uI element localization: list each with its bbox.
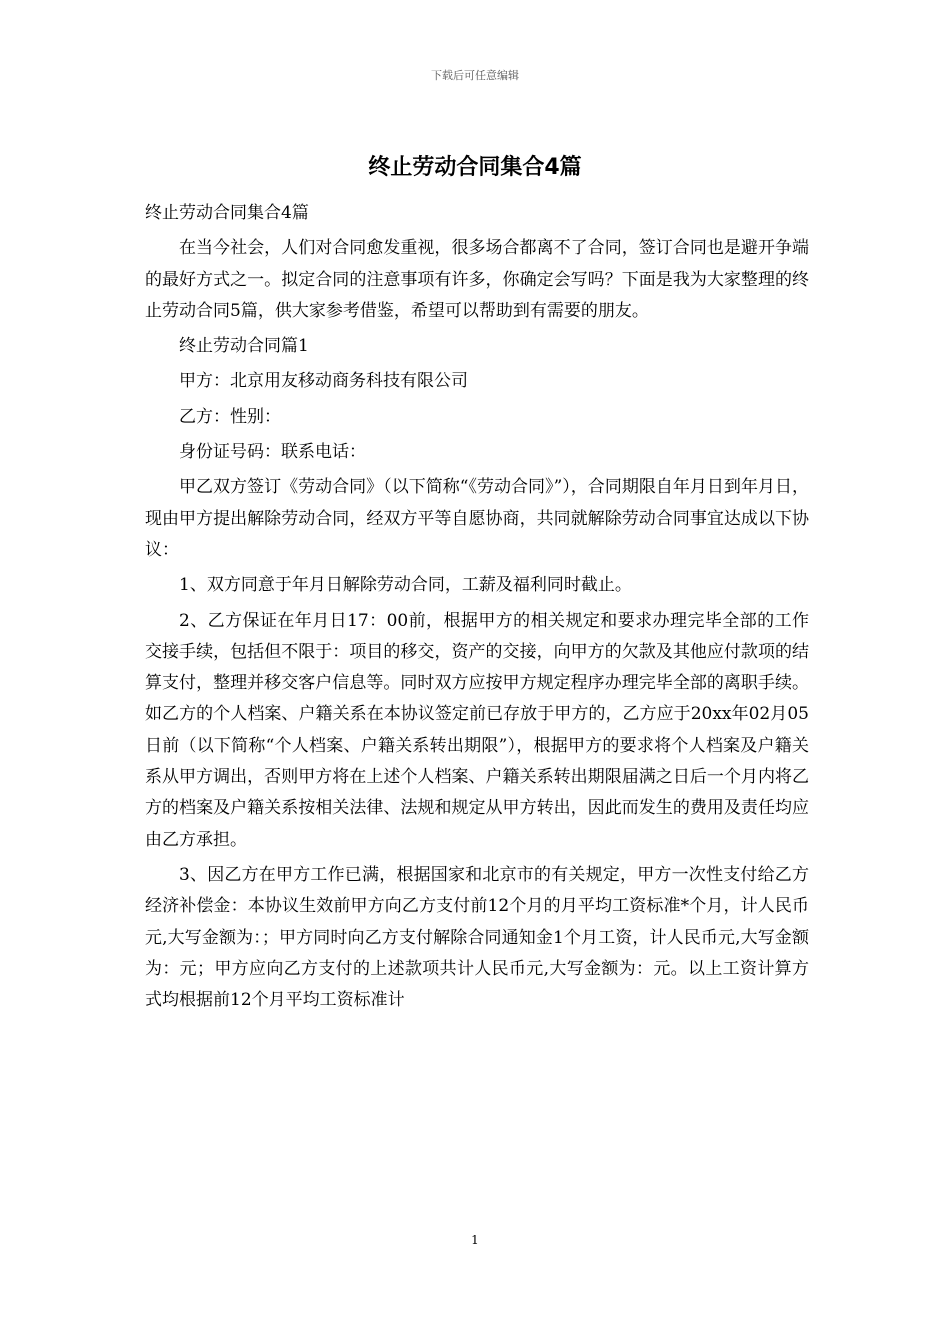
party-a-line: 甲方：北京用友移动商务科技有限公司	[179, 371, 468, 392]
header-note: 下载后可任意编辑	[431, 69, 519, 82]
section-heading: 终止劳动合同篇1	[179, 336, 309, 357]
clause-2: 2、乙方保证在年月日17：00前，根据甲方的相关规定和要求办理完毕全部的工作交接手续，包括但不限于：项目的移交，资产的交接，向甲方的欠款及其他应付款项的结算支付，整理并移交客户信息等。同时双方应按甲方规定程序办理完毕全部的离职手续。如乙方的个人档案、户籍关系在本协议签定前已存放于甲方的，乙方应于20xx年02月05日前（以下简称“个人档案、户籍关系转出期限”），根据甲方的要求将个人档案及户籍关系从甲方调出，否则甲方将在上述个人档案、户籍关系转出期限届满之日后一个月内将乙方的档案及户籍关系按相关法律、法规和规定从甲方转出，因此而发生的费用及责任均应由乙方承担。	[145, 610, 809, 850]
subtitle-line: 终止劳动合同集合4篇	[145, 203, 309, 223]
page-number: 1	[471, 1233, 479, 1247]
document-title: 终止劳动合同集合4篇	[368, 155, 582, 180]
id-phone-line: 身份证号码：联系电话：	[179, 442, 366, 463]
clause-1: 1、双方同意于年月日解除劳动合同，工薪及福利同时截止。	[179, 575, 632, 596]
party-b-line: 乙方：性别：	[179, 406, 281, 427]
document-body	[145, 198, 809, 1020]
paragraph: 在当今社会，人们对合同愈发重视，很多场合都离不了合同，签订合同也是避开争端的最好方式之一。拟定合同的注意事项有许多，你确定会写吗？下面是我为大家整理的终止劳动合同5篇，供大家参考借鉴，希望可以帮助到有需要的朋友。	[145, 238, 809, 321]
paragraph: 甲乙双方签订《劳动合同》（以下简称“《劳动合同》”），合同期限自年月日到年月日，现由甲方提出解除劳动合同，经双方平等自愿协商，共同就解除劳动合同事宜达成以下协议：	[145, 477, 809, 560]
clause-3: 3、因乙方在甲方工作已满，根据国家和北京市的有关规定，甲方一次性支付给乙方经济补偿金：本协议生效前甲方向乙方支付前12个月的月平均工资标准*个月，计人民币元,大写金额为：；甲方同时向乙方支付解除合同通知金1个月工资，计人民币元,大写金额为：元；甲方应向乙方支付的上述款项共计人民币元,大写金额为：元。以上工资计算方式均根据前12个月平均工资标准计	[145, 864, 809, 1011]
